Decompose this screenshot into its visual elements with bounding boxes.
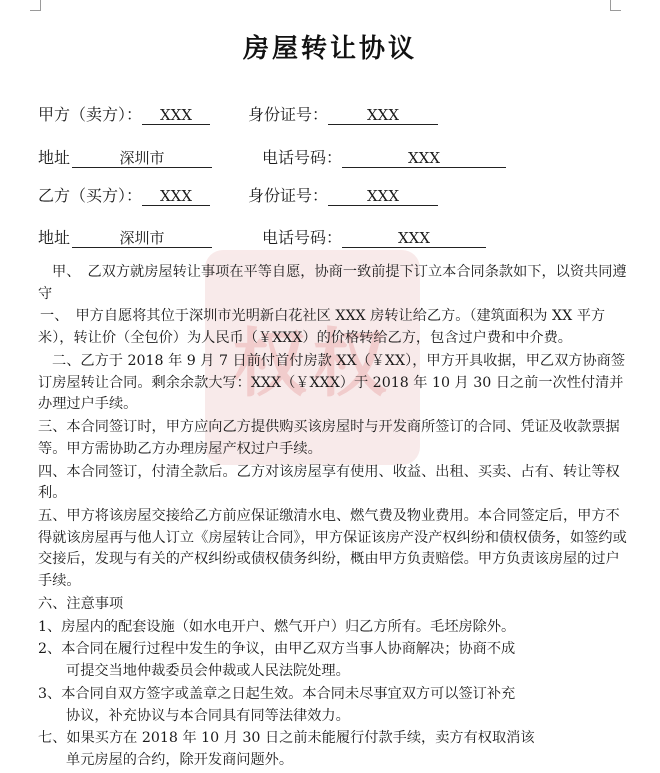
agreement-body	[38, 262, 628, 773]
party-b-label: 乙方（买方）：	[38, 186, 143, 205]
note-3	[38, 684, 628, 727]
clause-2: 二、乙方于 2018 年 9 月 7 日前付首付房款 XX（￥XX），甲方开具收据，甲乙双方协商签订房屋转让合同。剩余余款大写：XXX（￥XXX）于 2018 年 10 月 30 日之前一次性付清并办理过户手续。	[38, 352, 626, 413]
preamble: 甲、 乙双方就房屋转让事项在平等自愿，协商一致前提下订立本合同条款如下，以资共同遵守	[38, 264, 627, 302]
clause-3: 三、本合同签订时，甲方应向乙方提供购买该房屋时与开发商所签订的合同、凭证及收款票据等。甲方需协助乙方办理房屋产权过户手续。	[38, 419, 620, 457]
party-a-label: 甲方（卖方）：	[38, 105, 143, 124]
party-b-address-field	[38, 228, 212, 248]
party-a-phone: XXX	[342, 148, 506, 168]
clause-7	[38, 728, 628, 771]
note-3-line2: 协议，补充协议与本合同具有同等法律效力。	[66, 707, 350, 724]
note-2-line2: 可提交当地仲裁委员会仲裁或人民法院处理。	[66, 663, 350, 680]
note-2-line1: 2、本合同在履行过程中发生的争议，由甲乙双方当事人协商解决；协商不成	[38, 641, 516, 658]
party-a-id: XXX	[328, 105, 438, 125]
party-a-name: XXX	[142, 105, 210, 125]
crop-mark-right	[610, 0, 621, 11]
party-b-phone: XXX	[342, 228, 486, 248]
party-a-phone-label: 电话号码：	[262, 148, 343, 167]
party-a-id-label: 身份证号：	[248, 105, 329, 124]
party-b-id-field	[248, 186, 438, 206]
clause-4: 四、本合同签订，付清全款后。乙方对该房屋享有使用、收益、出租、买卖、占有、转让等权利。	[38, 463, 620, 502]
party-b-id: XXX	[328, 186, 438, 206]
note-2	[38, 639, 628, 682]
clause-7-line2: 单元房屋的合约，除开发商问题外。	[66, 752, 294, 769]
party-a-address-field	[38, 148, 212, 168]
party-b-address-label: 地址	[38, 228, 71, 247]
party-a-phone-field	[262, 148, 506, 168]
note-3-line1: 3、本合同自双方签字或盖章之日起生效。本合同未尽事宜双方可以签订补充	[38, 685, 516, 702]
party-b-name: XXX	[142, 186, 210, 206]
watermark-logo: 权权	[205, 250, 420, 465]
party-a-id-field	[248, 105, 438, 125]
party-b-address: 深圳市	[72, 228, 212, 248]
document-title: 房屋转让协议	[242, 34, 417, 64]
note-1-text: 1、房屋内的配套设施（如水电开户、燃气开户）归乙方所有。毛坯房除外。	[38, 618, 516, 635]
party-b-id-label: 身份证号：	[248, 186, 329, 205]
party-b-phone-field	[262, 228, 486, 248]
party-b-name-field	[38, 186, 210, 206]
note-1	[38, 617, 628, 639]
party-a-address: 深圳市	[72, 148, 212, 168]
notes-heading: 六、注意事项	[38, 595, 124, 612]
crop-mark-left	[30, 0, 41, 11]
party-a-name-field	[38, 105, 210, 125]
clause-7-line1: 七、如果买方在 2018 年 10 月 30 日之前未能履行付款手续，卖方有权取消该	[38, 730, 535, 747]
clause-1: 一、 甲方自愿将其位于深圳市光明新白花社区 XXX 房转让给乙方。（建筑面积为 XX 平方米），转让价（全包价）为人民币（￥XXX）的价格转给乙方，包含过户费和中介费。	[38, 308, 606, 347]
clause-5: 五、甲方将该房屋交接给乙方前应保证缴清水电、燃气费及物业费用。本合同签定后，甲方不得就该房屋再与他人订立《房屋转让合同》，甲方保证该房产没产权纠纷和债权债务，如签约或交接后，发现与有关的产权纠纷或债权债务纠纷，概由甲方负责赔偿。甲方负责该房屋的过户手续。	[38, 508, 627, 589]
party-b-phone-label: 电话号码：	[262, 228, 343, 247]
party-a-address-label: 地址	[38, 148, 71, 167]
